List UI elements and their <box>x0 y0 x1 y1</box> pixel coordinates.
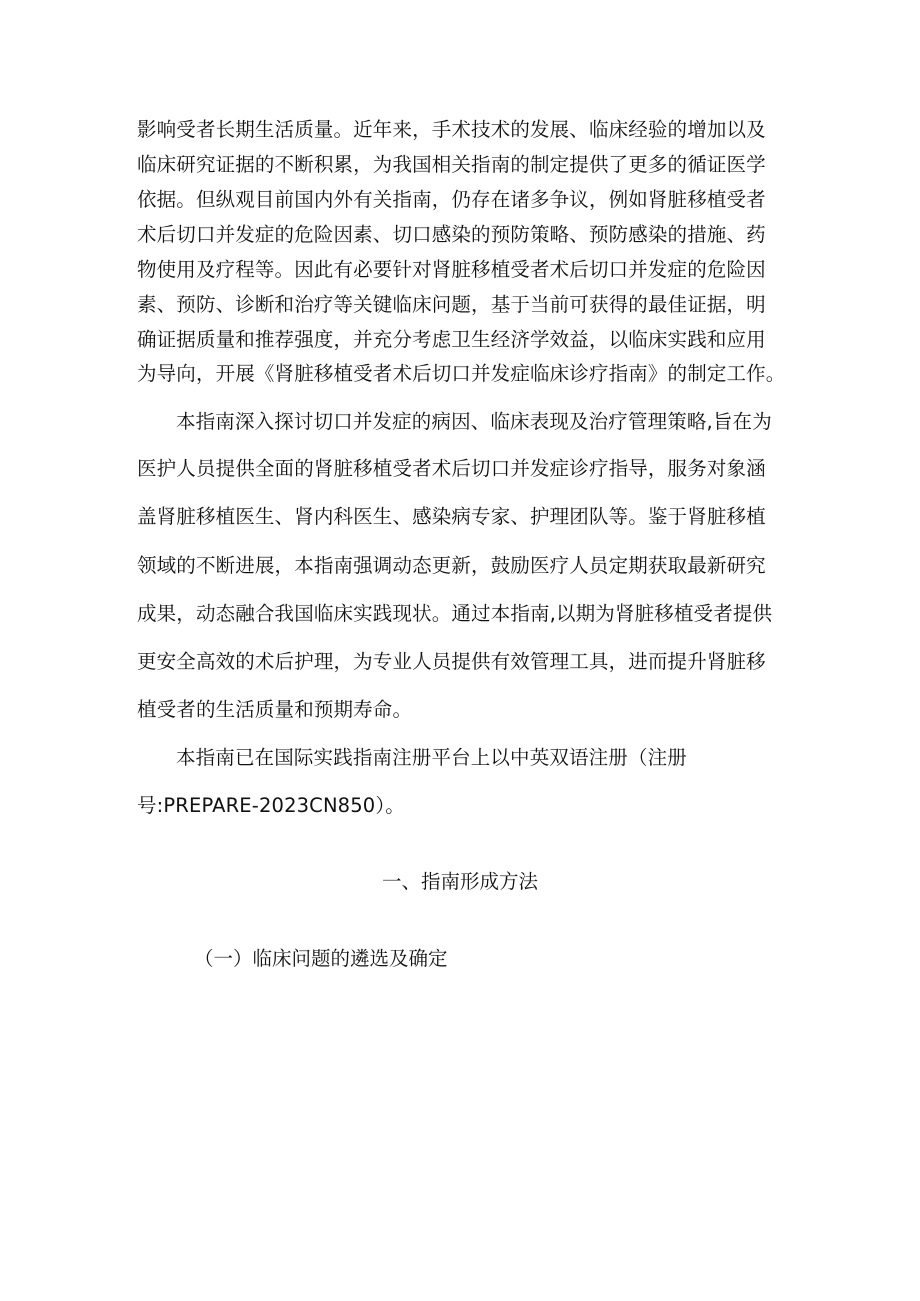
paragraph-3-line-2: 号:PREPARE-2023CN850）。 <box>137 794 405 817</box>
paragraph-2-line-1: 本指南深入探讨切口并发症的病因、临床表现及治疗管理策略,旨在为 <box>176 410 772 433</box>
paragraph-2-line-6: 更安全高效的术后护理，为专业人员提供有效管理工具，进而提升肾脏移 <box>137 650 766 673</box>
paragraph-2-line-5: 成果，动态融合我国临床实践现状。通过本指南,以期为肾脏移植受者提供 <box>137 602 773 625</box>
subsection-heading: （一）临床问题的遴选及确定 <box>194 947 448 970</box>
paragraph-1-line-1: 影响受者长期生活质量。近年来，手术技术的发展、临床经验的增加以及 <box>137 118 766 141</box>
paragraph-2-line-2: 医护人员提供全面的肾脏移植受者术后切口并发症诊疗指导，服务对象涵 <box>137 457 766 480</box>
paragraph-3-line-1: 本指南已在国际实践指南注册平台上以中英双语注册（注册 <box>176 746 687 769</box>
paragraph-1-line-5: 物使用及疗程等。因此有必要针对肾脏移植受者术后切口并发症的危险因 <box>137 258 766 281</box>
paragraph-1-line-4: 术后切口并发症的危险因素、切口感染的预防策略、预防感染的措施、药 <box>137 223 766 246</box>
paragraph-1-line-2: 临床研究证据的不断积累，为我国相关指南的制定提供了更多的循证医学 <box>137 153 766 176</box>
paragraph-2-line-7: 植受者的生活质量和预期寿命。 <box>137 698 413 721</box>
paragraph-2-line-4: 领域的不断进展，本指南强调动态更新，鼓励医疗人员定期获取最新研究 <box>137 554 766 577</box>
paragraph-1-line-7: 确证据质量和推荐强度，并充分考虑卫生经济学效益，以临床实践和应用 <box>137 328 766 351</box>
section-heading: 一、指南形成方法 <box>381 870 538 893</box>
paragraph-1-line-3: 依据。但纵观目前国内外有关指南，仍存在诸多争议，例如肾脏移植受者 <box>137 188 766 211</box>
paragraph-1-line-8: 为导向，开展《肾脏移植受者术后切口并发症临床诊疗指南》的制定工作。 <box>137 362 786 385</box>
paragraph-1-line-6: 素、预防、诊断和治疗等关键临床问题，基于当前可获得的最佳证据，明 <box>137 293 766 316</box>
paragraph-2-line-3: 盖肾脏移植医生、肾内科医生、感染病专家、护理团队等。鉴于肾脏移植 <box>137 505 766 528</box>
